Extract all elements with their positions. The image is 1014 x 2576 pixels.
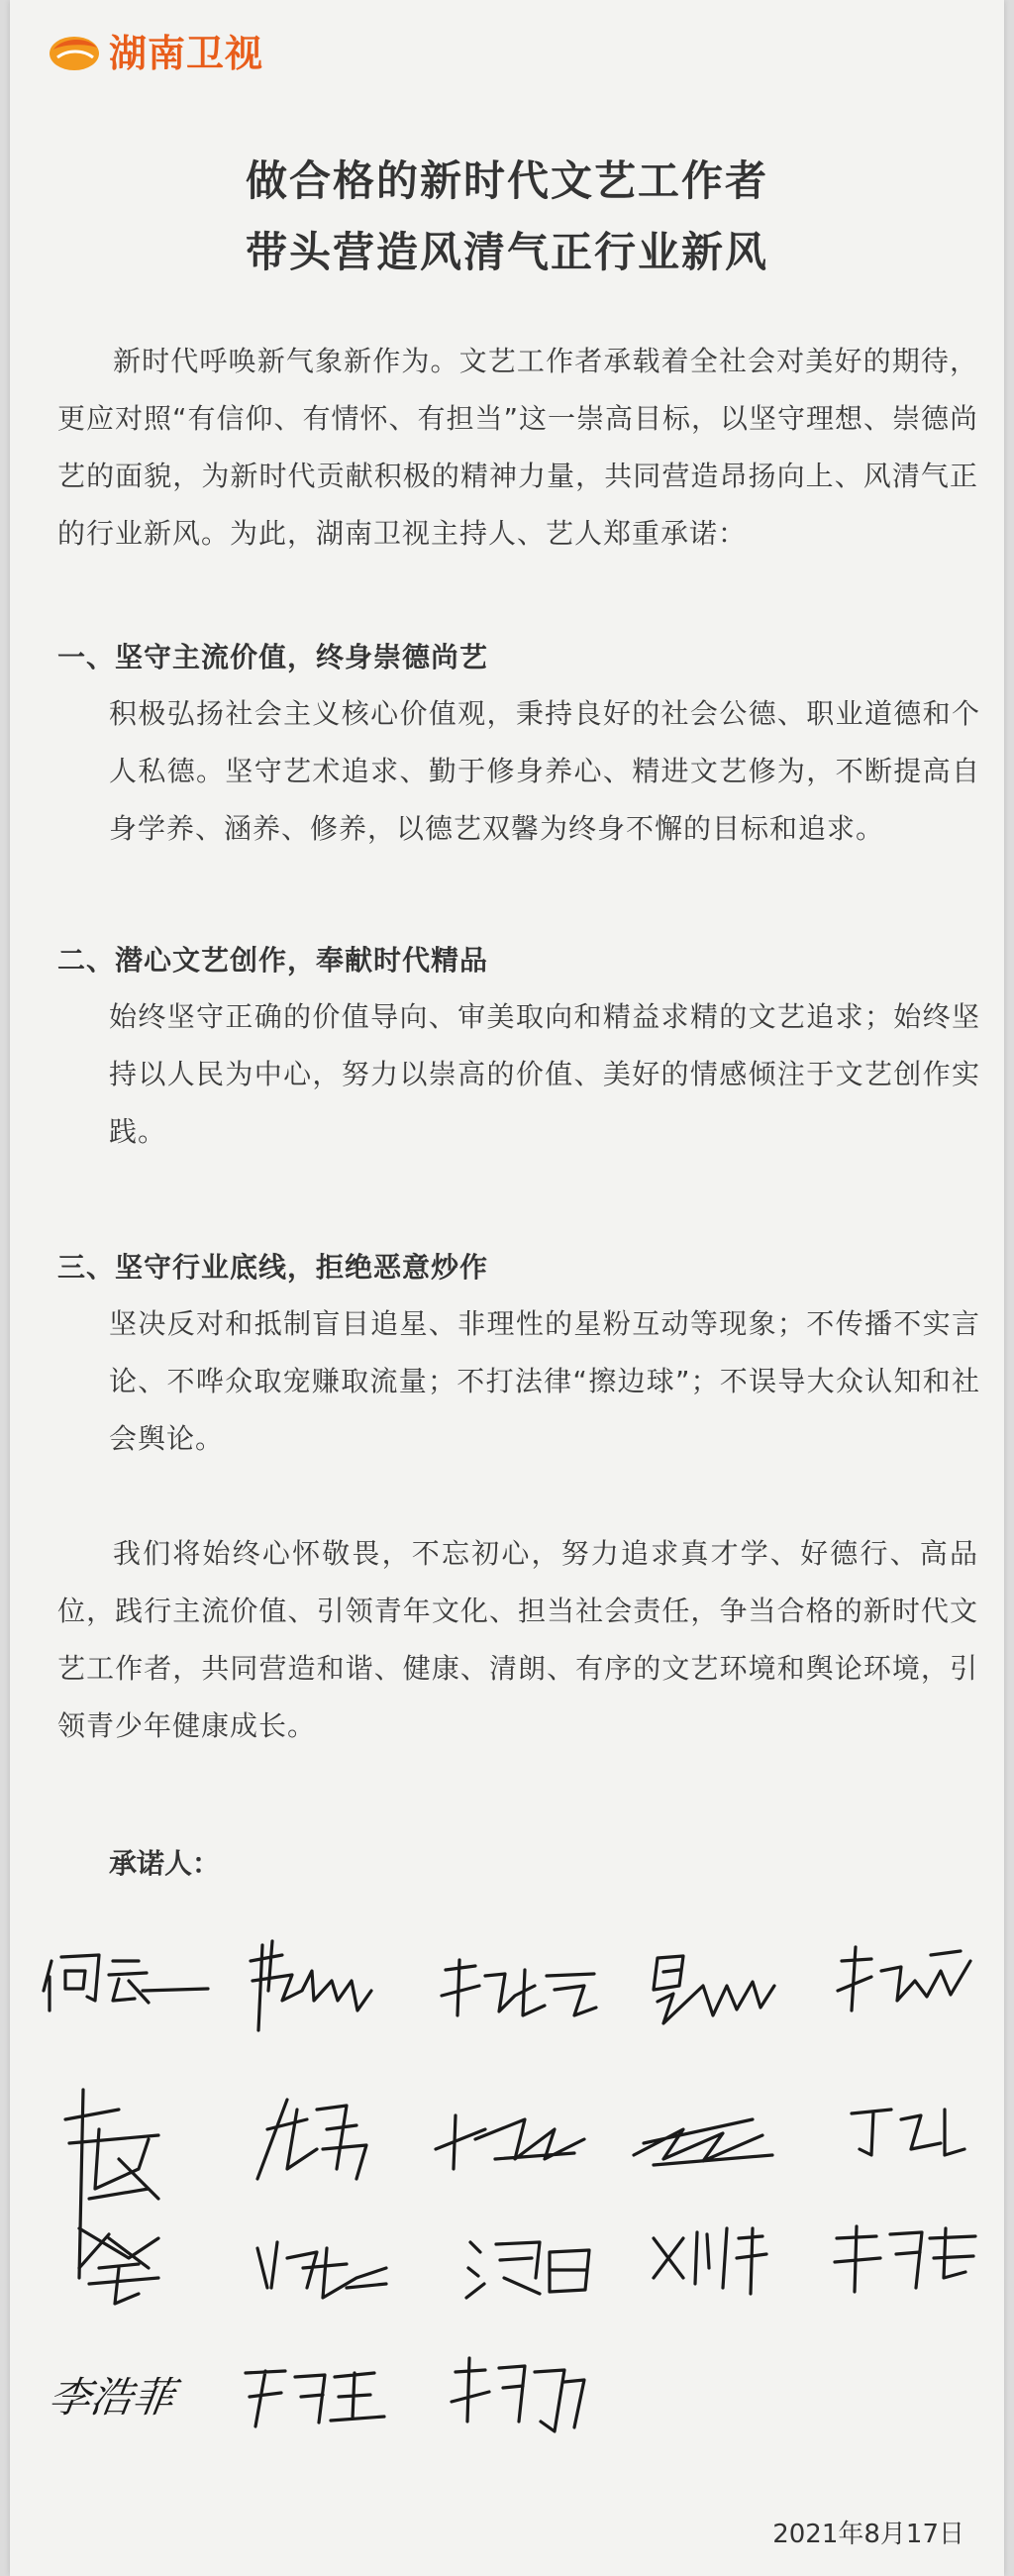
section-heading-1: 一、坚守主流价值，终身崇德尚艺 — [57, 641, 489, 673]
signature-8 — [426, 2100, 594, 2179]
page-title-line2: 带头营造风清气正行业新风 — [245, 228, 768, 276]
signature-4 — [644, 1946, 782, 2030]
signature-17 — [446, 2352, 594, 2441]
page-title-line1: 做合格的新时代文艺工作者 — [245, 156, 768, 205]
signature-2 — [243, 1931, 381, 2040]
signature-10 — [842, 2100, 970, 2169]
signature-5 — [832, 1941, 980, 2020]
pledger-label: 承诺人： — [109, 1847, 221, 1880]
section-body-2: 始终坚守正确的价值导向、审美取向和精益求精的文艺追求；始终坚持以人民为中心，努力以崇高的价值、美好的情感倾注于文艺创作实践。 — [109, 1000, 980, 1148]
logo-text: 湖南卫视 — [109, 31, 264, 75]
signature-3 — [436, 1956, 604, 2035]
section-heading-2: 二、潜心文艺创作，奉献时代精品 — [57, 944, 489, 977]
section-heading-3: 三、坚守行业底线，拒绝恶意炒作 — [57, 1251, 489, 1284]
signature-14 — [644, 2218, 772, 2298]
section-body-3: 坚决反对和抵制盲目追星、非理性的星粉互动等现象；不传播不实言论、不哗众取宠赚取流量；不打法律“擦边球”；不误导大众认知和社会舆论。 — [109, 1307, 980, 1455]
intro-paragraph: 新时代呼唤新气象新作为。文艺工作者承载着全社会对美好的期待，更应对照“有信仰、有情怀、有担当”这一崇高目标，以坚守理想、崇德尚艺的面貌，为新时代贡献积极的精神力量，共同营造昂扬向上、风清气正的行业新风。为此，湖南卫视主持人、艺人郑重承诺： — [57, 345, 979, 550]
section-body-1: 积极弘扬社会主义核心价值观，秉持良好的社会公德、职业道德和个人私德。坚守艺术追求、勤于修身养心、精进文艺修为，不断提高自身学养、涵养、修养，以德艺双馨为终身不懈的目标和追求。 — [109, 697, 980, 845]
closing-paragraph: 我们将始终心怀敬畏，不忘初心，努力追求真才学、好德行、高品位，践行主流价值、引领青年文化、担当社会责任，争当合格的新时代文艺工作者，共同营造和谐、健康、清朗、有序的文艺环境和舆论环境，引领青少年健康成长。 — [57, 1537, 978, 1742]
mango-logo-icon — [48, 26, 101, 73]
signature-1 — [40, 1941, 218, 2020]
signature-11 — [69, 2228, 178, 2308]
signature-9 — [624, 2100, 782, 2179]
signature-15-text: 李浩菲 — [46, 2373, 178, 2421]
date: 2021年8月17日 — [772, 2520, 964, 2549]
hunan-tv-logo — [48, 26, 263, 73]
signature-13 — [460, 2228, 599, 2308]
statement-paper — [10, 0, 1004, 2576]
signature-16 — [236, 2357, 404, 2436]
signature-15 — [827, 2218, 985, 2298]
signature-7 — [248, 2090, 376, 2189]
signature-12 — [248, 2228, 396, 2308]
